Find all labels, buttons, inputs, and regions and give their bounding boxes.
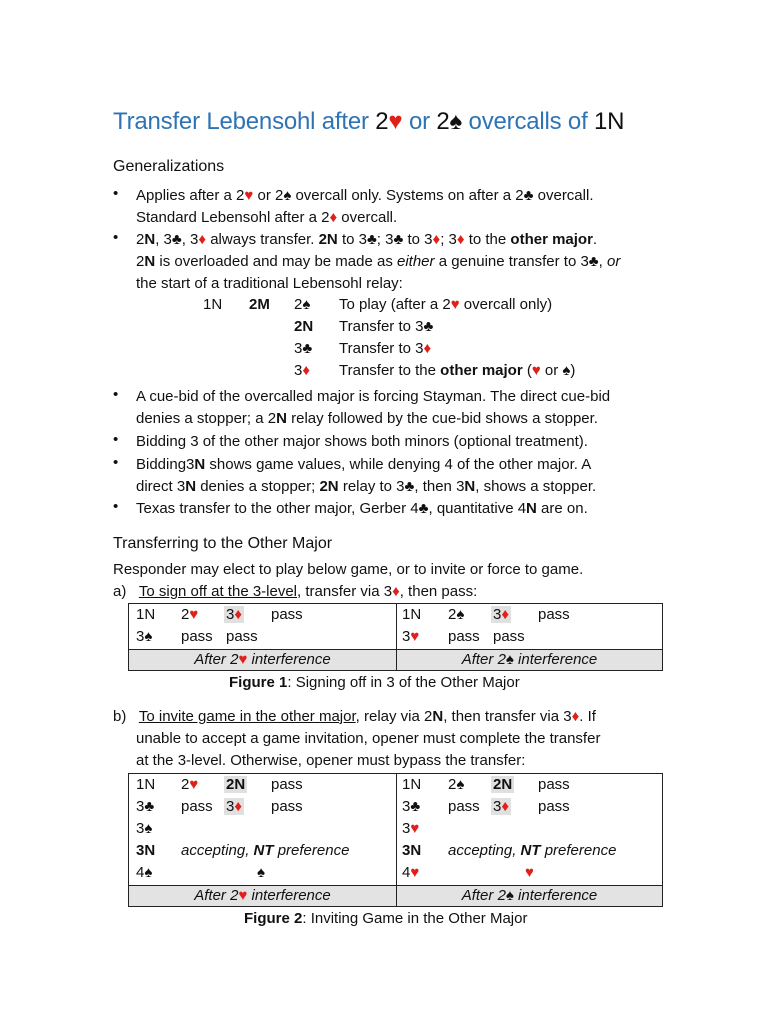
figure-1-caption: Figure 1: Signing off in 3 of the Other Major xyxy=(229,674,520,691)
intro-text: Responder may elect to play below game, or to invite or force to game. xyxy=(113,561,584,578)
item-a: a) To sign off at the 3-level, transfer via 3♦, then pass: xyxy=(113,583,478,600)
table1-left-footer: After 2♥ interference xyxy=(129,649,396,670)
table-signoff: 1N 2♥ 3♦ pass 3♠ pass pass 1N 2♠ 3♦ pass 3♥ pass pass After 2♥ interference After 2♠ interference xyxy=(128,603,663,671)
heading-transferring: Transferring to the Other Major xyxy=(113,535,333,552)
table1-right-footer: After 2♠ interference xyxy=(397,649,662,670)
heading-generalizations: Generalizations xyxy=(113,158,225,175)
table2-left-footer: After 2♥ interference xyxy=(129,885,396,906)
figure-2-caption: Figure 2: Inviting Game in the Other Major xyxy=(244,910,528,927)
document-page: Transfer Lebensohl after 2♥ or 2♠ overcalls of 1N Generalizations • Applies after a 2♥ or 2♠ overcall only. Systems on after a 2♣ overcall. Standard Lebensohl after a 2♦ overcall. • 2N, 3♣, 3♦ always transfer. 2N to 3♣; 3♣ to 3♦; 3♦ to the other major. 2N is overloaded and may be made as either a genuine transfer to 3♣, or the start of a traditional Lebensohl relay: 1N 2M 2♠ To play (after a 2♥ overcall only) 2N Transfer to 3♣ 3♣ Transfer to 3♦ 3♦ Transfer to the other major (♥ or ♠) • A cue-bid of the overcalled major is forcing Stayman. The direct cue-bid denies a stopper; a 2N relay followed by the cue-bid shows a stopper. • Bidding 3 of the other major shows both minors (optional treatment). • Bidding3N shows game values, while denying 4 of the other major. A direct 3N denies a stopper; 2N relay to 3♣, then 3N, shows a stopper. • Texas transfer to the other major, Gerber 4♣, quantitative 4N are on. Transferring to the Other Major Responder may elect to play below game, or to invite or force to game. a) To sign off at the 3-level, transfer via 3♦, then pass: 1N 2♥ 3♦ pass 3♠ pass pass 1N 2♠ 3♦ pass 3♥ pass pass After 2♥ interference After 2♠ interference Figure 1: Signing off in 3 of the Other Major b) To invite game in the other major, relay via 2N, then transfer via 3♦. If unable to accept a game invitation, opener must complete the transfer at the 3-level. Otherwise, opener must bypass the transfer: 1N 2♥ 2N pass 3♣ pass 3♦ pass 3♠ 3N accepting, NT preference 4♠ ♠ 1N 2♠ 2N pass 3♣ pass 3♦ pass 3♥ 3N accepting, NT preference 4♥ ♥ After 2♥ interference After 2♠ interference Figure 2: Inviting Game in the Other Major xyxy=(0,0,768,1024)
table2-right-footer: After 2♠ interference xyxy=(397,885,662,906)
page-title: Transfer Lebensohl after 2♥ or 2♠ overcalls of 1N xyxy=(113,108,625,135)
table-invite: 1N 2♥ 2N pass 3♣ pass 3♦ pass 3♠ 3N accepting, NT preference 4♠ ♠ 1N 2♠ 2N pass 3♣ pass 3♦ pass 3♥ 3N accepting, NT preference 4♥ ♥ After 2♥ interference After 2♠ interference xyxy=(128,773,663,907)
item-b: b) To invite game in the other major, relay via 2N, then transfer via 3♦. If xyxy=(113,708,596,725)
